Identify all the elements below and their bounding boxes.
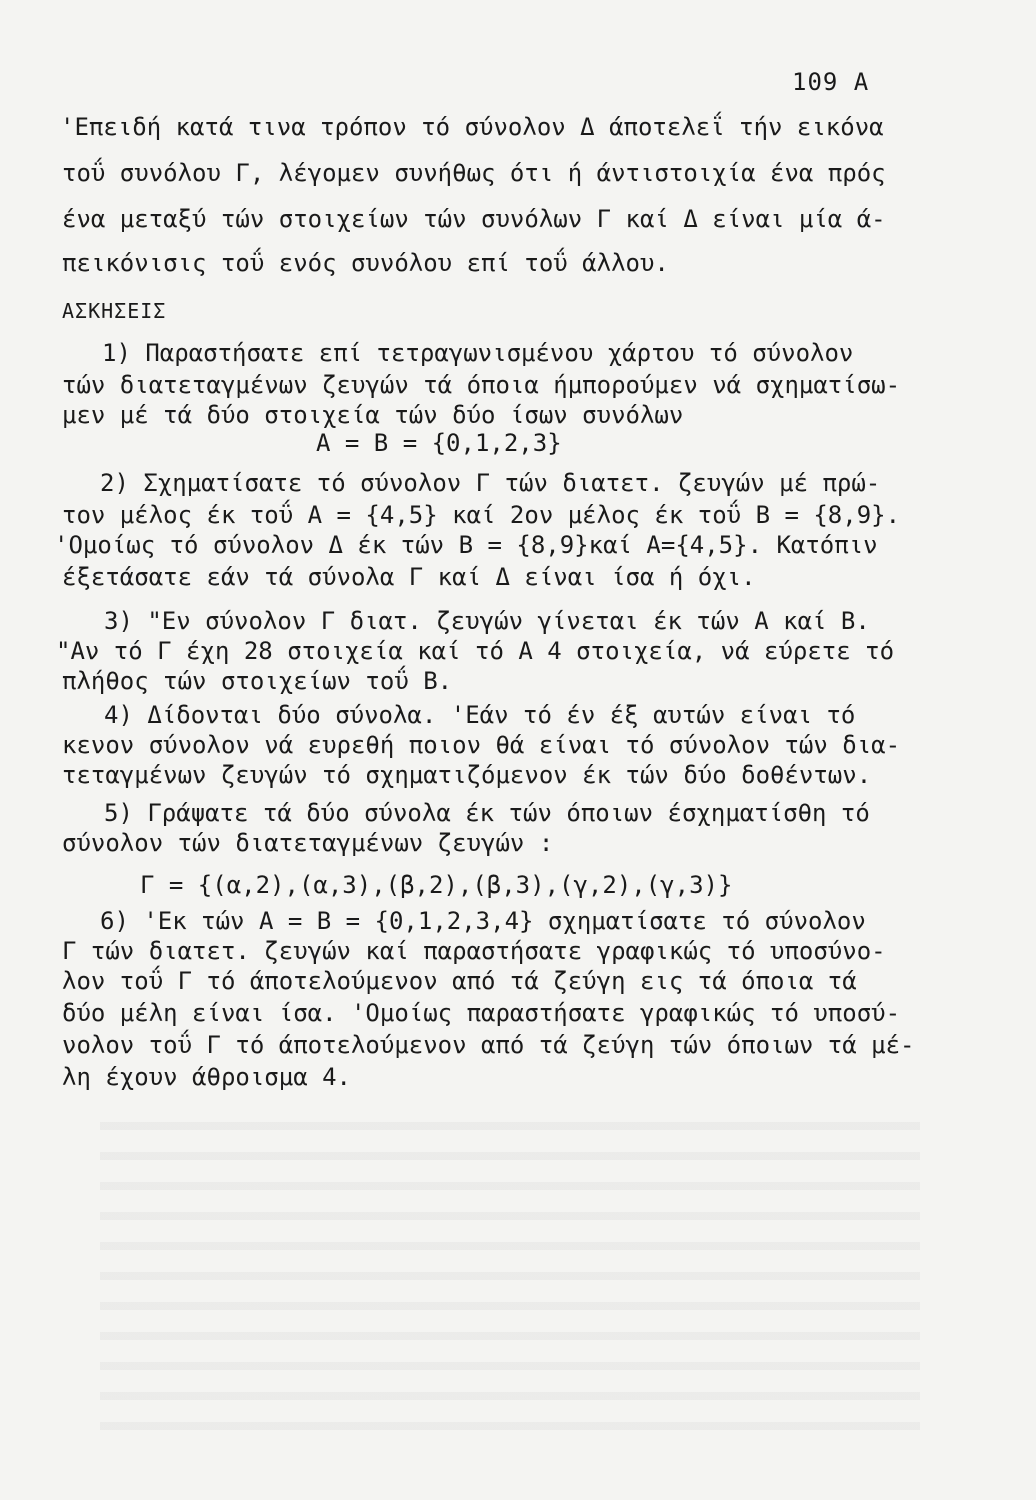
exercise-1-line-2: τών διατεταγμένων ζευγών τά όποια ήμπορούμεν νά σχηματίσω- [62, 371, 901, 399]
exercise-3-line-2: "Αν τό Γ έχη 28 στοιχεία καί τό Α 4 στοιχεία, νά εύρετε τό [56, 637, 895, 665]
exercise-6-line-5: νολον τοΰ Γ τό άποτελούμενον από τά ζεύγη τών όποιων τά μέ- [62, 1031, 915, 1059]
intro-line-1: 'Επειδή κατά τινα τρόπον τό σύνολον Δ άποτελεΐ τήν εικόνα [60, 113, 884, 141]
exercise-1-set: Α = Β = {0,1,2,3} [316, 429, 562, 457]
intro-line-2: τοΰ συνόλου Γ, λέγομεν συνήθως ότι ή άντιστοιχία ένα πρός [62, 159, 886, 187]
exercise-6-line-4: δύο μέλη είναι ίσα. 'Ομοίως παραστήσατε γραφικώς τό υποσύ- [62, 999, 901, 1027]
exercise-2-line-3: 'Ομοίως τό σύνολον Δ έκ τών Β = {8,9}καί Α={4,5}. Κατόπιν [54, 531, 878, 559]
exercise-6-line-6: λη έχουν άθροισμα 4. [62, 1063, 351, 1091]
exercise-5-line-2: σύνολον τών διατεταγμένων ζευγών : [62, 829, 554, 857]
exercises-heading: ΑΣΚΗΣΕΙΣ [62, 299, 167, 323]
exercise-3-line-3: πλήθος τών στοιχείων τοΰ Β. [62, 667, 453, 695]
exercise-4-line-2: κενον σύνολον νά ευρεθή ποιον θά είναι τό σύνολον τών δια- [62, 731, 901, 759]
exercise-4-line-3: τεταγμένων ζευγών τό σχηματιζόμενον έκ τών δύο δοθέντων. [62, 761, 872, 789]
exercise-1-line-1: 1) Παραστήσατε επί τετραγωνισμένου χάρτου τό σύνολον [102, 339, 854, 367]
exercise-6-line-2: Γ τών διατετ. ζευγών καί παραστήσατε γραφικώς τό υποσύνο- [62, 937, 886, 965]
exercise-1-line-3: μεν μέ τά δύο στοιχεία τών δύο ίσων συνόλων [62, 401, 684, 429]
show-through-texture [100, 1100, 920, 1440]
exercise-5-line-1: 5) Γράψατε τά δύο σύνολα έκ τών όποιων έσχηματίσθη τό [104, 799, 870, 827]
page-number: 109 A [792, 68, 870, 96]
intro-line-3: ένα μεταξύ τών στοιχείων τών συνόλων Γ καί Δ είναι μία ά- [62, 205, 886, 233]
exercise-2-line-4: έξετάσατε εάν τά σύνολα Γ καί Δ είναι ίσα ή όχι. [62, 563, 756, 591]
exercise-5-set: Γ = {(α,2),(α,3),(β,2),(β,3),(γ,2),(γ,3)} [140, 871, 733, 899]
exercise-4-line-1: 4) Δίδονται δύο σύνολα. 'Εάν τό έν έξ αυτών είναι τό [104, 701, 856, 729]
exercise-6-line-3: λον τοΰ Γ τό άποτελούμενον από τά ζεύγη εις τά όποια τά [62, 967, 857, 995]
exercise-2-line-1: 2) Σχηματίσατε τό σύνολον Γ τών διατετ. ζευγών μέ πρώ- [100, 469, 881, 497]
exercise-6-line-1: 6) 'Εκ τών Α = Β = {0,1,2,3,4} σχηματίσατε τό σύνολον [100, 907, 866, 935]
intro-line-4: πεικόνισις τοΰ ενός συνόλου επί τοΰ άλλου. [62, 249, 669, 277]
exercise-2-line-2: τον μέλος έκ τοΰ Α = {4,5} καί 2ον μέλος έκ τοΰ Β = {8,9}. [62, 501, 901, 529]
exercise-3-line-1: 3) "Εν σύνολον Γ διατ. ζευγών γίνεται έκ τών Α καί Β. [104, 607, 870, 635]
